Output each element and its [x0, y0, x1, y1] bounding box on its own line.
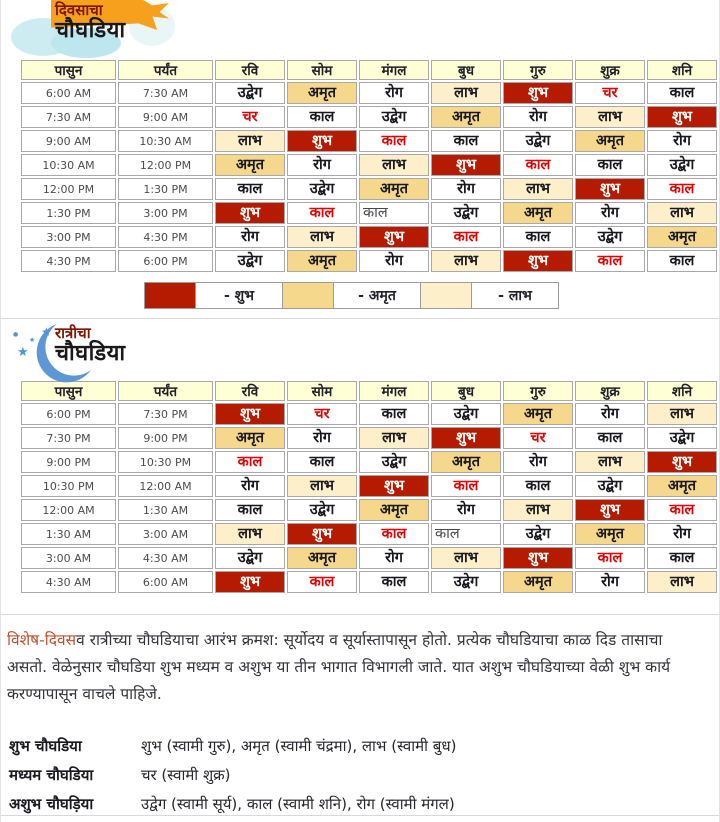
choghadiya-cell: लाभ	[431, 82, 501, 104]
column-header: पासुन	[21, 60, 116, 80]
choghadiya-cell: चर	[287, 403, 357, 425]
time-cell: 1:30 AM	[21, 523, 116, 545]
note-highlight: विशेष-दिवस	[7, 631, 77, 649]
choghadiya-cell: काल	[431, 475, 501, 497]
red-swatch	[144, 282, 196, 309]
column-header: मंगल	[359, 381, 429, 401]
choghadiya-cell: अमृत	[215, 154, 285, 176]
choghadiya-cell: लाभ	[215, 130, 285, 152]
column-header: रवि	[215, 60, 285, 80]
choghadiya-cell: उद्बेग	[359, 451, 429, 473]
category-row-madhyam	[9, 765, 709, 785]
choghadiya-cell: लाभ	[647, 202, 717, 224]
choghadiya-row	[21, 523, 717, 545]
choghadiya-cell: काल	[647, 178, 717, 200]
time-cell: 9:00 AM	[118, 106, 213, 128]
choghadiya-cell: शुभ	[503, 250, 573, 272]
choghadiya-cell: अमृत	[647, 475, 717, 497]
legend	[145, 282, 719, 309]
column-header: गुरु	[503, 381, 573, 401]
choghadiya-cell: काल	[359, 202, 429, 224]
choghadiya-row	[21, 250, 717, 272]
choghadiya-row	[21, 106, 717, 128]
choghadiya-cell: लाभ	[647, 571, 717, 593]
choghadiya-cell: रोग	[431, 178, 501, 200]
choghadiya-cell: काल	[575, 427, 645, 449]
choghadiya-cell: उद्बेग	[287, 499, 357, 521]
choghadiya-cell: लाभ	[575, 106, 645, 128]
choghadiya-cell: चर	[575, 82, 645, 104]
column-header: पर्यंत	[118, 60, 213, 80]
choghadiya-cell: रोग	[359, 250, 429, 272]
choghadiya-cell: रोग	[287, 427, 357, 449]
choghadiya-cell: शुभ	[431, 427, 501, 449]
choghadiya-cell: रोग	[503, 106, 573, 128]
time-cell: 1:30 AM	[118, 499, 213, 521]
time-cell: 12:00 PM	[118, 154, 213, 176]
choghadiya-cell: रोग	[647, 130, 717, 152]
choghadiya-cell: शुभ	[287, 130, 357, 152]
time-cell: 10:30 AM	[118, 130, 213, 152]
choghadiya-cell: उद्बेग	[647, 427, 717, 449]
choghadiya-cell: काल	[215, 178, 285, 200]
choghadiya-cell: अमृत	[575, 523, 645, 545]
choghadiya-cell: उद्बेग	[431, 571, 501, 593]
choghadiya-cell: लाभ	[431, 547, 501, 569]
choghadiya-cell: रोग	[359, 82, 429, 104]
choghadiya-cell: काल	[503, 226, 573, 248]
choghadiya-cell: काल	[287, 571, 357, 593]
category-value: चर (स्वामी शुक्र)	[141, 766, 231, 785]
choghadiya-cell: लाभ	[215, 523, 285, 545]
choghadiya-cell: लाभ	[287, 475, 357, 497]
choghadiya-cell: उद्बेग	[503, 523, 573, 545]
choghadiya-cell: अमृत	[503, 202, 573, 224]
choghadiya-cell: काल	[431, 523, 501, 545]
column-header: बुध	[431, 381, 501, 401]
time-cell: 6:00 AM	[21, 82, 116, 104]
choghadiya-cell: रोग	[431, 499, 501, 521]
category-row-ashubh	[9, 794, 709, 814]
time-cell: 10:30 PM	[21, 475, 116, 497]
time-cell: 10:30 PM	[118, 451, 213, 473]
choghadiya-cell: रोग	[575, 202, 645, 224]
choghadiya-row	[21, 571, 717, 593]
day-section-header	[1, 0, 719, 56]
time-cell: 6:00 PM	[118, 250, 213, 272]
choghadiya-cell: लाभ	[575, 451, 645, 473]
choghadiya-cell: काल	[647, 499, 717, 521]
choghadiya-cell: उद्बेग	[575, 226, 645, 248]
night-choghadiya-table	[19, 379, 719, 595]
column-header: सोम	[287, 60, 357, 80]
choghadiya-cell: काल	[359, 523, 429, 545]
choghadiya-cell: उद्बेग	[503, 130, 573, 152]
column-header: शुक्र	[575, 381, 645, 401]
time-cell: 6:00 AM	[118, 571, 213, 593]
choghadiya-cell: काल	[287, 106, 357, 128]
day-section-title-line1: दिवसाचा	[55, 1, 103, 19]
time-cell: 7:30 PM	[118, 403, 213, 425]
special-note	[1, 615, 719, 708]
choghadiya-cell: अमृत	[359, 178, 429, 200]
note-text: व रात्रीच्या चौघडियाचा आरंभ क्रमश: सूर्योदय व सूर्यास्तापासून होतो. प्रत्येक चौघडियाचा काळ दिड तासाचा असतो. वेळेनुसार चौघडिया शुभ मध्यम व अशुभ या तीन भागात विभागली जाते. यात अशुभ चौघडियाच्या वेळी शुभ कार्य करण्यापासून वाचले पाहिजे.	[7, 631, 671, 704]
cream-swatch	[420, 282, 472, 309]
choghadiya-cell: काल	[575, 154, 645, 176]
choghadiya-cell: उद्बेग	[287, 178, 357, 200]
day-choghadiya-table	[19, 58, 719, 274]
choghadiya-cell: चर	[215, 106, 285, 128]
choghadiya-cell: शुभ	[359, 226, 429, 248]
column-header: पर्यंत	[118, 381, 213, 401]
category-value: उद्वेग (स्वामी सूर्य), काल (स्वामी शनि), रोग (स्वामी मंगल)	[141, 795, 455, 814]
bottom-divider	[1, 815, 719, 816]
choghadiya-cell: काल	[647, 547, 717, 569]
choghadiya-cell: लाभ	[287, 226, 357, 248]
choghadiya-cell: अमृत	[647, 226, 717, 248]
choghadiya-cell: रोग	[215, 475, 285, 497]
choghadiya-cell: शुभ	[359, 475, 429, 497]
time-cell: 4:30 AM	[118, 547, 213, 569]
choghadiya-cell: काल	[575, 250, 645, 272]
choghadiya-cell: रोग	[215, 226, 285, 248]
time-cell: 9:00 PM	[21, 451, 116, 473]
choghadiya-cell: उद्बेग	[359, 106, 429, 128]
choghadiya-row	[21, 499, 717, 521]
choghadiya-categories	[1, 708, 719, 814]
choghadiya-cell: काल	[215, 499, 285, 521]
time-cell: 3:00 AM	[21, 547, 116, 569]
time-cell: 3:00 PM	[21, 226, 116, 248]
choghadiya-cell: शुभ	[287, 523, 357, 545]
choghadiya-cell: काल	[287, 202, 357, 224]
table-header-row	[21, 60, 717, 80]
choghadiya-row	[21, 403, 717, 425]
column-header: शनि	[647, 381, 717, 401]
night-section-title-line1: रात्रीचा	[55, 324, 91, 342]
choghadiya-cell: काल	[575, 547, 645, 569]
choghadiya-cell: शुभ	[215, 403, 285, 425]
choghadiya-cell: शुभ	[575, 178, 645, 200]
choghadiya-cell: रोग	[575, 571, 645, 593]
choghadiya-cell: लाभ	[647, 403, 717, 425]
legend-label: - लाभ	[471, 282, 559, 309]
choghadiya-cell: शुभ	[431, 154, 501, 176]
time-cell: 7:30 AM	[118, 82, 213, 104]
choghadiya-cell: काल	[287, 451, 357, 473]
choghadiya-row	[21, 547, 717, 569]
choghadiya-cell: लाभ	[359, 427, 429, 449]
choghadiya-cell: काल	[647, 250, 717, 272]
choghadiya-cell: उद्बेग	[215, 250, 285, 272]
time-cell: 12:00 AM	[118, 475, 213, 497]
column-header: शनि	[647, 60, 717, 80]
time-cell: 4:30 PM	[21, 250, 116, 272]
choghadiya-cell: अमृत	[431, 451, 501, 473]
choghadiya-cell: उद्बेग	[431, 403, 501, 425]
legend-label: - शुभ	[195, 282, 283, 309]
choghadiya-cell: काल	[359, 403, 429, 425]
time-cell: 7:30 AM	[21, 106, 116, 128]
choghadiya-cell: शुभ	[647, 451, 717, 473]
time-cell: 7:30 PM	[21, 427, 116, 449]
choghadiya-cell: काल	[215, 451, 285, 473]
category-label: मध्यम चौघडिया	[9, 766, 94, 785]
category-value: शुभ (स्वामी गुरु), अमृत (स्वामी चंद्रमा), लाभ (स्वामी बुध)	[141, 737, 457, 756]
choghadiya-cell: शुभ	[503, 82, 573, 104]
column-header: मंगल	[359, 60, 429, 80]
choghadiya-cell: शुभ	[575, 499, 645, 521]
column-header: बुध	[431, 60, 501, 80]
choghadiya-row	[21, 82, 717, 104]
section-divider	[1, 318, 719, 319]
choghadiya-cell: काल	[647, 82, 717, 104]
choghadiya-cell: अमृत	[503, 571, 573, 593]
legend-label: - अमृत	[333, 282, 421, 309]
choghadiya-cell: अमृत	[575, 130, 645, 152]
choghadiya-cell: काल	[359, 130, 429, 152]
category-label: शुभ चौघडिया	[9, 737, 82, 756]
choghadiya-cell: उद्बेग	[215, 82, 285, 104]
time-cell: 9:00 PM	[118, 427, 213, 449]
time-cell: 3:00 AM	[118, 523, 213, 545]
choghadiya-cell: शुभ	[503, 547, 573, 569]
time-cell: 12:00 AM	[21, 499, 116, 521]
choghadiya-row	[21, 130, 717, 152]
choghadiya-cell: अमृत	[287, 82, 357, 104]
time-cell: 10:30 AM	[21, 154, 116, 176]
choghadiya-cell: रोग	[359, 547, 429, 569]
choghadiya-cell: काल	[503, 475, 573, 497]
time-cell: 1:30 PM	[21, 202, 116, 224]
choghadiya-cell: काल	[503, 154, 573, 176]
choghadiya-cell: रोग	[287, 154, 357, 176]
choghadiya-cell: लाभ	[431, 250, 501, 272]
choghadiya-row	[21, 154, 717, 176]
column-header: पासुन	[21, 381, 116, 401]
choghadiya-cell: शुभ	[647, 106, 717, 128]
day-section-title-line2: चौघडिया	[55, 18, 126, 43]
choghadiya-cell: उद्बेग	[647, 154, 717, 176]
night-section-title-line2: चौघडिया	[55, 341, 126, 366]
star-icon: ●	[13, 331, 19, 338]
choghadiya-row	[21, 475, 717, 497]
choghadiya-cell: काल	[431, 226, 501, 248]
category-row-shubh	[9, 736, 709, 756]
choghadiya-cell: अमृत	[287, 547, 357, 569]
choghadiya-cell: अमृत	[431, 106, 501, 128]
choghadiya-cell: शुभ	[215, 202, 285, 224]
choghadiya-cell: लाभ	[503, 178, 573, 200]
time-cell: 1:30 PM	[118, 178, 213, 200]
column-header: शुक्र	[575, 60, 645, 80]
choghadiya-cell: उद्बेग	[575, 475, 645, 497]
amber-swatch	[282, 282, 334, 309]
column-header: गुरु	[503, 60, 573, 80]
time-cell: 4:30 AM	[21, 571, 116, 593]
choghadiya-cell: काल	[431, 130, 501, 152]
choghadiya-cell: रोग	[647, 523, 717, 545]
choghadiya-cell: काल	[359, 571, 429, 593]
time-cell: 12:00 PM	[21, 178, 116, 200]
time-cell: 9:00 AM	[21, 130, 116, 152]
choghadiya-cell: चर	[503, 427, 573, 449]
choghadiya-row	[21, 451, 717, 473]
choghadiya-row	[21, 178, 717, 200]
choghadiya-row	[21, 202, 717, 224]
star-icon: ★	[41, 325, 52, 339]
choghadiya-row	[21, 226, 717, 248]
star-icon: ★	[29, 336, 36, 344]
time-cell: 4:30 PM	[118, 226, 213, 248]
choghadiya-cell: लाभ	[359, 154, 429, 176]
time-cell: 3:00 PM	[118, 202, 213, 224]
column-header: रवि	[215, 381, 285, 401]
choghadiya-cell: उद्बेग	[431, 202, 501, 224]
choghadiya-cell: अमृत	[359, 499, 429, 521]
choghadiya-cell: शुभ	[215, 571, 285, 593]
choghadiya-row	[21, 427, 717, 449]
choghadiya-cell: अमृत	[215, 427, 285, 449]
choghadiya-cell: रोग	[503, 451, 573, 473]
choghadiya-cell: अमृत	[503, 403, 573, 425]
choghadiya-cell: अमृत	[287, 250, 357, 272]
night-section-header	[1, 323, 719, 379]
star-icon: ★	[17, 345, 29, 360]
choghadiya-cell: रोग	[575, 403, 645, 425]
choghadiya-cell: उद्बेग	[215, 547, 285, 569]
choghadiya-cell: लाभ	[503, 499, 573, 521]
column-header: सोम	[287, 381, 357, 401]
category-label: अशुभ चौघड़िया	[9, 795, 94, 814]
time-cell: 6:00 PM	[21, 403, 116, 425]
